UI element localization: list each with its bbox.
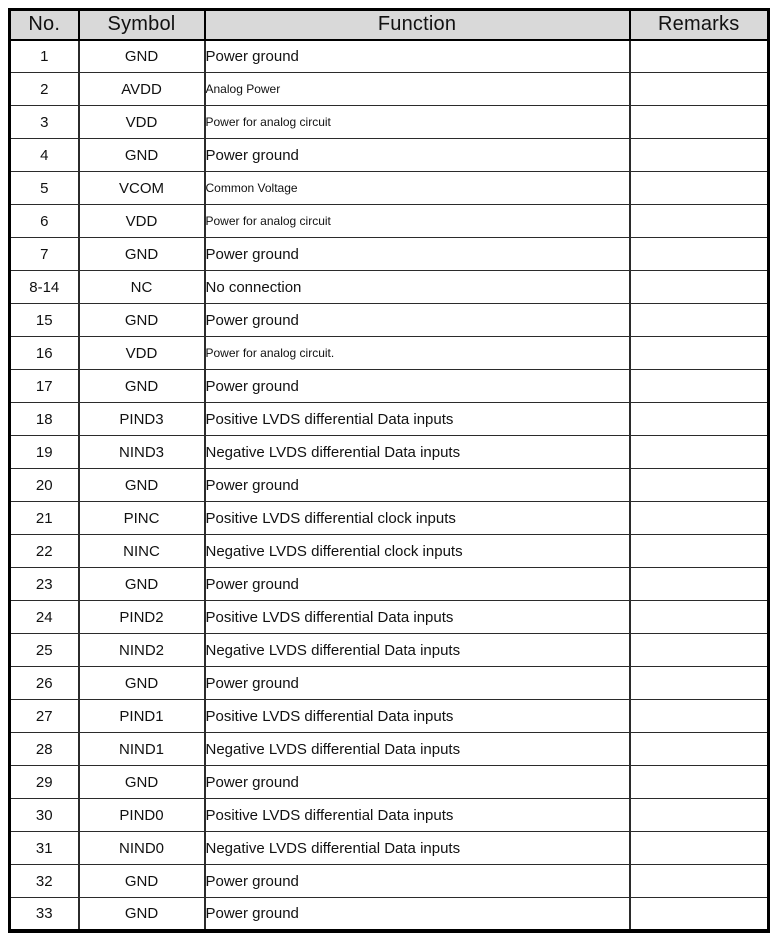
cell-symbol: GND [79,304,205,337]
cell-pin-number: 32 [10,865,79,898]
cell-symbol: GND [79,568,205,601]
cell-remarks [630,205,769,238]
cell-pin-number: 2 [10,73,79,106]
cell-symbol: VDD [79,337,205,370]
cell-remarks [630,271,769,304]
cell-function: Negative LVDS differential clock inputs [205,535,630,568]
cell-remarks [630,601,769,634]
table-row [10,271,769,304]
table-row [10,601,769,634]
table-row [10,73,769,106]
cell-remarks [630,832,769,865]
cell-symbol: GND [79,667,205,700]
cell-remarks [630,766,769,799]
cell-pin-number: 18 [10,403,79,436]
cell-pin-number: 20 [10,469,79,502]
cell-function: Power ground [205,766,630,799]
cell-function: Power for analog circuit [205,106,630,139]
cell-symbol: AVDD [79,73,205,106]
pin-function-table [8,8,770,933]
cell-remarks [630,337,769,370]
cell-pin-number: 19 [10,436,79,469]
cell-function: Negative LVDS differential Data inputs [205,733,630,766]
cell-pin-number: 30 [10,799,79,832]
cell-function: Power for analog circuit. [205,337,630,370]
cell-symbol: GND [79,898,205,931]
cell-symbol: VDD [79,106,205,139]
table-row [10,535,769,568]
cell-symbol: GND [79,139,205,172]
cell-symbol: PIND1 [79,700,205,733]
cell-pin-number: 26 [10,667,79,700]
cell-pin-number: 24 [10,601,79,634]
table-header-row [10,10,769,40]
table-body [10,40,769,931]
cell-pin-number: 25 [10,634,79,667]
table-row [10,832,769,865]
cell-symbol: VCOM [79,172,205,205]
cell-remarks [630,469,769,502]
cell-symbol: GND [79,370,205,403]
cell-function: Power ground [205,568,630,601]
table-row [10,106,769,139]
cell-pin-number: 17 [10,370,79,403]
cell-pin-number: 7 [10,238,79,271]
cell-remarks [630,535,769,568]
cell-pin-number: 6 [10,205,79,238]
table-row [10,865,769,898]
cell-function: Power ground [205,898,630,931]
cell-pin-number: 28 [10,733,79,766]
table-row [10,370,769,403]
cell-pin-number: 16 [10,337,79,370]
cell-function: Power ground [205,304,630,337]
cell-pin-number: 3 [10,106,79,139]
cell-remarks [630,139,769,172]
cell-pin-number: 23 [10,568,79,601]
cell-remarks [630,799,769,832]
cell-remarks [630,73,769,106]
cell-symbol: NIND1 [79,733,205,766]
cell-pin-number: 4 [10,139,79,172]
table-row [10,667,769,700]
cell-function: Power ground [205,238,630,271]
table-row [10,634,769,667]
cell-remarks [630,733,769,766]
table-row [10,238,769,271]
table-row [10,502,769,535]
cell-remarks [630,370,769,403]
cell-pin-number: 15 [10,304,79,337]
cell-function: Power ground [205,370,630,403]
cell-remarks [630,238,769,271]
cell-function: Positive LVDS differential Data inputs [205,799,630,832]
cell-function: Power ground [205,469,630,502]
table-row [10,172,769,205]
cell-symbol: PIND3 [79,403,205,436]
cell-remarks [630,667,769,700]
table-row [10,733,769,766]
table-row [10,436,769,469]
table-row [10,568,769,601]
table-row [10,469,769,502]
cell-symbol: VDD [79,205,205,238]
cell-function: Power ground [205,865,630,898]
cell-symbol: GND [79,766,205,799]
cell-function: Power ground [205,40,630,73]
cell-remarks [630,865,769,898]
table-row [10,766,769,799]
cell-remarks [630,172,769,205]
cell-remarks [630,700,769,733]
cell-remarks [630,502,769,535]
table-row [10,403,769,436]
cell-symbol: GND [79,865,205,898]
column-header-no: No. [10,10,79,40]
cell-remarks [630,106,769,139]
cell-function: Negative LVDS differential Data inputs [205,634,630,667]
cell-remarks [630,634,769,667]
cell-pin-number: 8-14 [10,271,79,304]
cell-symbol: NIND3 [79,436,205,469]
cell-remarks [630,436,769,469]
cell-function: Negative LVDS differential Data inputs [205,436,630,469]
cell-remarks [630,898,769,931]
cell-pin-number: 29 [10,766,79,799]
cell-pin-number: 1 [10,40,79,73]
cell-symbol: NC [79,271,205,304]
cell-function: Power ground [205,139,630,172]
cell-function: Positive LVDS differential Data inputs [205,403,630,436]
cell-function: No connection [205,271,630,304]
cell-function: Positive LVDS differential clock inputs [205,502,630,535]
cell-function: Common Voltage [205,172,630,205]
cell-pin-number: 22 [10,535,79,568]
cell-function: Analog Power [205,73,630,106]
cell-symbol: GND [79,238,205,271]
cell-symbol: PIND2 [79,601,205,634]
cell-pin-number: 31 [10,832,79,865]
cell-function: Power for analog circuit [205,205,630,238]
cell-function: Negative LVDS differential Data inputs [205,832,630,865]
cell-function: Positive LVDS differential Data inputs [205,601,630,634]
cell-symbol: NINC [79,535,205,568]
cell-pin-number: 33 [10,898,79,931]
column-header-symbol: Symbol [79,10,205,40]
cell-symbol: NIND2 [79,634,205,667]
cell-remarks [630,568,769,601]
cell-function: Power ground [205,667,630,700]
table-row [10,304,769,337]
cell-pin-number: 27 [10,700,79,733]
cell-symbol: PINC [79,502,205,535]
cell-function: Positive LVDS differential Data inputs [205,700,630,733]
cell-pin-number: 5 [10,172,79,205]
table-row [10,40,769,73]
column-header-function: Function [205,10,630,40]
cell-symbol: GND [79,40,205,73]
cell-symbol: GND [79,469,205,502]
cell-symbol: PIND0 [79,799,205,832]
table-row [10,799,769,832]
table-row [10,700,769,733]
cell-remarks [630,304,769,337]
table-row [10,139,769,172]
table-row [10,205,769,238]
cell-remarks [630,40,769,73]
cell-symbol: NIND0 [79,832,205,865]
cell-pin-number: 21 [10,502,79,535]
column-header-remarks: Remarks [630,10,769,40]
cell-remarks [630,403,769,436]
table-row [10,898,769,931]
table-row [10,337,769,370]
